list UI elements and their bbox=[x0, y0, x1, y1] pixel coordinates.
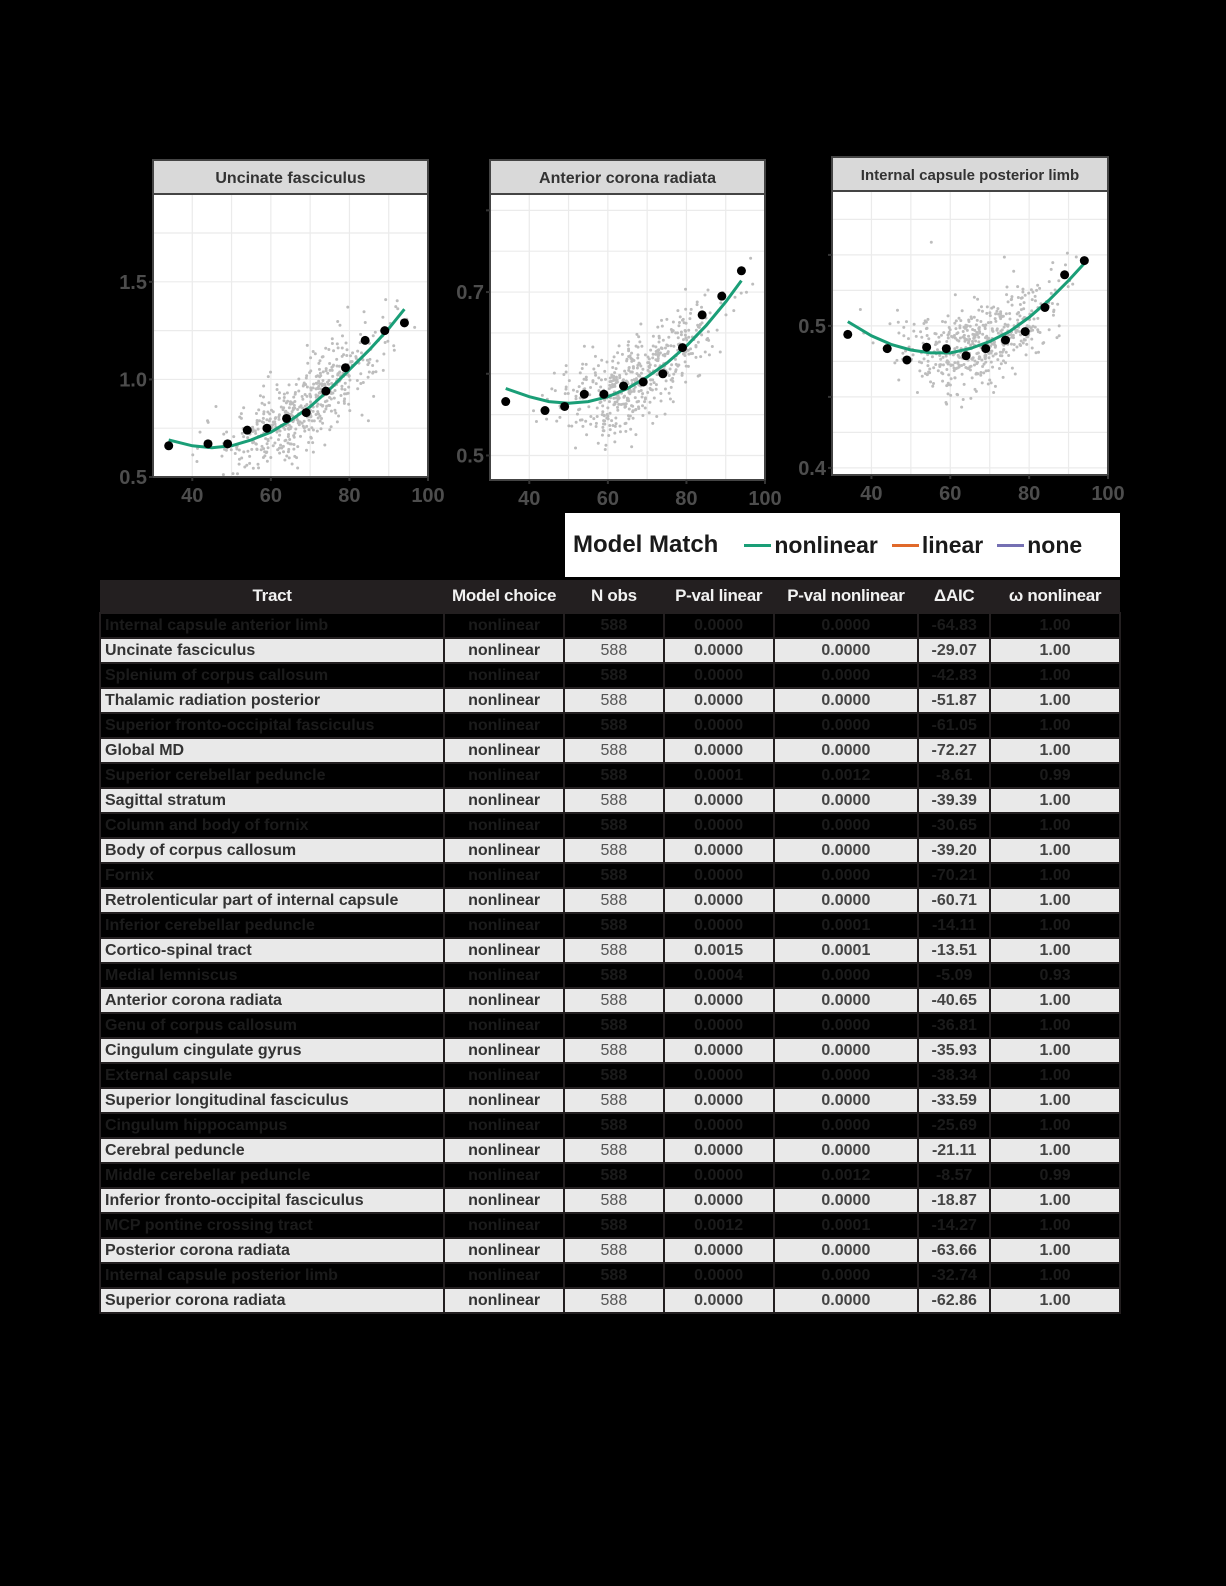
cell-pval-nonlinear: 0.0000 bbox=[774, 1188, 919, 1213]
cell-tract: Inferior fronto-occipital fasciculus bbox=[100, 1188, 444, 1213]
cell-tract: Uncinate fasciculus bbox=[100, 638, 444, 663]
cell-delta-aic: -63.66 bbox=[918, 1238, 990, 1263]
cell-pval-linear: 0.0000 bbox=[664, 813, 774, 838]
model-results-table bbox=[99, 580, 1121, 1314]
table-header-row bbox=[100, 580, 1120, 613]
cell-delta-aic: -72.27 bbox=[918, 738, 990, 763]
header-pval-linear: P-val linear bbox=[664, 580, 774, 613]
cell-delta-aic: -14.11 bbox=[918, 913, 990, 938]
table-row bbox=[100, 888, 1120, 913]
cell-tract: Cingulum cingulate gyrus bbox=[100, 1038, 444, 1063]
cell-model-choice: nonlinear bbox=[444, 963, 564, 988]
cell-tract: Retrolenticular part of internal capsule bbox=[100, 888, 444, 913]
table-row bbox=[100, 1113, 1120, 1138]
cell-tract: Cingulum hippocampus bbox=[100, 1113, 444, 1138]
cell-tract: Middle cerebellar peduncle bbox=[100, 1163, 444, 1188]
cell-tract: Anterior corona radiata bbox=[100, 988, 444, 1013]
cell-n-obs: 588 bbox=[564, 913, 664, 938]
svg-text:0.5: 0.5 bbox=[456, 445, 484, 468]
cell-omega-nonlinear: 0.99 bbox=[990, 763, 1120, 788]
cell-omega-nonlinear: 1.00 bbox=[990, 663, 1120, 688]
cell-omega-nonlinear: 1.00 bbox=[990, 738, 1120, 763]
cell-model-choice: nonlinear bbox=[444, 738, 564, 763]
cell-omega-nonlinear: 1.00 bbox=[990, 613, 1120, 638]
cell-delta-aic: -13.51 bbox=[918, 938, 990, 963]
cell-delta-aic: -42.83 bbox=[918, 663, 990, 688]
cell-n-obs: 588 bbox=[564, 1013, 664, 1038]
table-row bbox=[100, 713, 1120, 738]
cell-pval-nonlinear: 0.0000 bbox=[774, 613, 919, 638]
cell-pval-nonlinear: 0.0000 bbox=[774, 1088, 919, 1113]
cell-pval-nonlinear: 0.0000 bbox=[774, 838, 919, 863]
cell-delta-aic: -39.20 bbox=[918, 838, 990, 863]
cell-delta-aic: -8.61 bbox=[918, 763, 990, 788]
cell-omega-nonlinear: 0.93 bbox=[990, 963, 1120, 988]
svg-text:1.5: 1.5 bbox=[119, 271, 147, 294]
cell-pval-linear: 0.0000 bbox=[664, 1263, 774, 1288]
cell-model-choice: nonlinear bbox=[444, 788, 564, 813]
cell-n-obs: 588 bbox=[564, 663, 664, 688]
cell-n-obs: 588 bbox=[564, 1163, 664, 1188]
cell-omega-nonlinear: 1.00 bbox=[990, 1013, 1120, 1038]
table-row bbox=[100, 1038, 1120, 1063]
panel-title: Uncinate fasciculus bbox=[215, 170, 366, 187]
cell-pval-nonlinear: 0.0000 bbox=[774, 1013, 919, 1038]
table-row bbox=[100, 938, 1120, 963]
cell-n-obs: 588 bbox=[564, 988, 664, 1013]
cell-omega-nonlinear: 1.00 bbox=[990, 1238, 1120, 1263]
cell-pval-linear: 0.0000 bbox=[664, 1188, 774, 1213]
cell-tract: Posterior corona radiata bbox=[100, 1238, 444, 1263]
cell-omega-nonlinear: 1.00 bbox=[990, 938, 1120, 963]
cell-pval-linear: 0.0000 bbox=[664, 713, 774, 738]
cell-delta-aic: -62.86 bbox=[918, 1288, 990, 1313]
cell-omega-nonlinear: 0.99 bbox=[990, 1163, 1120, 1188]
legend bbox=[565, 513, 1120, 577]
svg-text:0.5: 0.5 bbox=[798, 315, 826, 338]
cell-pval-linear: 0.0000 bbox=[664, 863, 774, 888]
cell-omega-nonlinear: 1.00 bbox=[990, 1138, 1120, 1163]
cell-omega-nonlinear: 1.00 bbox=[990, 1038, 1120, 1063]
cell-pval-nonlinear: 0.0000 bbox=[774, 788, 919, 813]
header-tract: Tract bbox=[100, 580, 444, 613]
plot-internal-capsule-posterior-limb bbox=[778, 155, 1125, 505]
cell-delta-aic: -18.87 bbox=[918, 1188, 990, 1213]
cell-model-choice: nonlinear bbox=[444, 663, 564, 688]
cell-delta-aic: -32.74 bbox=[918, 1263, 990, 1288]
panel-title: Internal capsule posterior limb bbox=[860, 167, 1080, 184]
cell-pval-nonlinear: 0.0012 bbox=[774, 1163, 919, 1188]
svg-text:100: 100 bbox=[411, 485, 445, 507]
cell-pval-nonlinear: 0.0000 bbox=[774, 1263, 919, 1288]
table-row bbox=[100, 1238, 1120, 1263]
legend-item-none: none bbox=[997, 532, 1082, 559]
cell-tract: Sagittal stratum bbox=[100, 788, 444, 813]
svg-text:60: 60 bbox=[259, 485, 282, 507]
table-row bbox=[100, 688, 1120, 713]
cell-model-choice: nonlinear bbox=[444, 938, 564, 963]
table-row bbox=[100, 1088, 1120, 1113]
cell-omega-nonlinear: 1.00 bbox=[990, 1113, 1120, 1138]
cell-tract: Column and body of fornix bbox=[100, 813, 444, 838]
header-delta-aic: ΔAIC bbox=[918, 580, 990, 613]
cell-n-obs: 588 bbox=[564, 1288, 664, 1313]
svg-text:0.7: 0.7 bbox=[456, 282, 484, 305]
cell-n-obs: 588 bbox=[564, 1213, 664, 1238]
cell-tract: Internal capsule posterior limb bbox=[100, 1263, 444, 1288]
cell-model-choice: nonlinear bbox=[444, 1113, 564, 1138]
cell-tract: Medial lemniscus bbox=[100, 963, 444, 988]
cell-pval-linear: 0.0000 bbox=[664, 738, 774, 763]
svg-text:80: 80 bbox=[1018, 483, 1041, 505]
cell-model-choice: nonlinear bbox=[444, 613, 564, 638]
cell-tract: External capsule bbox=[100, 1063, 444, 1088]
cell-delta-aic: -39.39 bbox=[918, 788, 990, 813]
cell-model-choice: nonlinear bbox=[444, 1263, 564, 1288]
header-n-obs: N obs bbox=[564, 580, 664, 613]
cell-pval-nonlinear: 0.0000 bbox=[774, 1063, 919, 1088]
cell-pval-linear: 0.0000 bbox=[664, 788, 774, 813]
header-omega-nonlinear: ω nonlinear bbox=[990, 580, 1120, 613]
legend-item-linear: linear bbox=[892, 532, 983, 559]
panel-title: Anterior corona radiata bbox=[539, 170, 716, 187]
cell-delta-aic: -38.34 bbox=[918, 1063, 990, 1088]
cell-pval-nonlinear: 0.0012 bbox=[774, 763, 919, 788]
cell-pval-linear: 0.0004 bbox=[664, 963, 774, 988]
cell-n-obs: 588 bbox=[564, 688, 664, 713]
cell-pval-linear: 0.0000 bbox=[664, 663, 774, 688]
cell-pval-nonlinear: 0.0000 bbox=[774, 888, 919, 913]
cell-pval-linear: 0.0000 bbox=[664, 988, 774, 1013]
cell-n-obs: 588 bbox=[564, 613, 664, 638]
cell-n-obs: 588 bbox=[564, 1238, 664, 1263]
cell-model-choice: nonlinear bbox=[444, 1013, 564, 1038]
table-row bbox=[100, 613, 1120, 638]
cell-delta-aic: -61.05 bbox=[918, 713, 990, 738]
cell-delta-aic: -30.65 bbox=[918, 813, 990, 838]
cell-omega-nonlinear: 1.00 bbox=[990, 1213, 1120, 1238]
svg-text:0.5: 0.5 bbox=[119, 467, 147, 489]
cell-pval-linear: 0.0000 bbox=[664, 613, 774, 638]
cell-delta-aic: -25.69 bbox=[918, 1113, 990, 1138]
cell-omega-nonlinear: 1.00 bbox=[990, 888, 1120, 913]
cell-delta-aic: -5.09 bbox=[918, 963, 990, 988]
cell-tract: MCP pontine crossing tract bbox=[100, 1213, 444, 1238]
cell-pval-nonlinear: 0.0000 bbox=[774, 713, 919, 738]
cell-delta-aic: -70.21 bbox=[918, 863, 990, 888]
table-row bbox=[100, 638, 1120, 663]
cell-n-obs: 588 bbox=[564, 1188, 664, 1213]
cell-pval-linear: 0.0000 bbox=[664, 688, 774, 713]
plot-anterior-corona-radiata bbox=[442, 158, 782, 510]
cell-delta-aic: -35.93 bbox=[918, 1038, 990, 1063]
cell-model-choice: nonlinear bbox=[444, 1088, 564, 1113]
table-row bbox=[100, 763, 1120, 788]
line-swatch-icon bbox=[997, 544, 1024, 547]
table-row bbox=[100, 913, 1120, 938]
table-row bbox=[100, 1013, 1120, 1038]
cell-n-obs: 588 bbox=[564, 738, 664, 763]
cell-delta-aic: -64.83 bbox=[918, 613, 990, 638]
table-row bbox=[100, 963, 1120, 988]
cell-pval-linear: 0.0000 bbox=[664, 1063, 774, 1088]
cell-model-choice: nonlinear bbox=[444, 988, 564, 1013]
cell-n-obs: 588 bbox=[564, 838, 664, 863]
cell-model-choice: nonlinear bbox=[444, 638, 564, 663]
cell-delta-aic: -14.27 bbox=[918, 1213, 990, 1238]
cell-tract: Thalamic radiation posterior bbox=[100, 688, 444, 713]
cell-n-obs: 588 bbox=[564, 1088, 664, 1113]
cell-omega-nonlinear: 1.00 bbox=[990, 788, 1120, 813]
cell-pval-nonlinear: 0.0000 bbox=[774, 738, 919, 763]
table-row bbox=[100, 1213, 1120, 1238]
cell-model-choice: nonlinear bbox=[444, 763, 564, 788]
table-row bbox=[100, 988, 1120, 1013]
table-row bbox=[100, 1288, 1120, 1313]
cell-pval-linear: 0.0000 bbox=[664, 1113, 774, 1138]
cell-pval-nonlinear: 0.0000 bbox=[774, 638, 919, 663]
cell-n-obs: 588 bbox=[564, 888, 664, 913]
table-row bbox=[100, 1138, 1120, 1163]
cell-pval-linear: 0.0000 bbox=[664, 913, 774, 938]
cell-pval-nonlinear: 0.0000 bbox=[774, 1038, 919, 1063]
cell-delta-aic: -36.81 bbox=[918, 1013, 990, 1038]
cell-pval-linear: 0.0000 bbox=[664, 638, 774, 663]
legend-title: Model Match bbox=[573, 531, 719, 558]
cell-model-choice: nonlinear bbox=[444, 838, 564, 863]
svg-text:60: 60 bbox=[596, 488, 619, 510]
cell-pval-linear: 0.0000 bbox=[664, 1288, 774, 1313]
cell-pval-linear: 0.0000 bbox=[664, 1138, 774, 1163]
cell-delta-aic: -33.59 bbox=[918, 1088, 990, 1113]
cell-n-obs: 588 bbox=[564, 938, 664, 963]
svg-text:0.4: 0.4 bbox=[798, 457, 826, 480]
cell-pval-nonlinear: 0.0000 bbox=[774, 1113, 919, 1138]
cell-pval-linear: 0.0015 bbox=[664, 938, 774, 963]
cell-omega-nonlinear: 1.00 bbox=[990, 988, 1120, 1013]
cell-tract: Fornix bbox=[100, 863, 444, 888]
cell-n-obs: 588 bbox=[564, 713, 664, 738]
cell-omega-nonlinear: 1.00 bbox=[990, 813, 1120, 838]
svg-text:40: 40 bbox=[860, 483, 883, 505]
table-row bbox=[100, 863, 1120, 888]
table-row bbox=[100, 838, 1120, 863]
cell-pval-linear: 0.0000 bbox=[664, 838, 774, 863]
cell-pval-nonlinear: 0.0000 bbox=[774, 1238, 919, 1263]
cell-model-choice: nonlinear bbox=[444, 713, 564, 738]
cell-n-obs: 588 bbox=[564, 1113, 664, 1138]
cell-n-obs: 588 bbox=[564, 1063, 664, 1088]
cell-omega-nonlinear: 1.00 bbox=[990, 688, 1120, 713]
cell-pval-linear: 0.0000 bbox=[664, 1163, 774, 1188]
table-row bbox=[100, 1263, 1120, 1288]
cell-model-choice: nonlinear bbox=[444, 863, 564, 888]
cell-pval-nonlinear: 0.0000 bbox=[774, 863, 919, 888]
line-swatch-icon bbox=[744, 544, 771, 547]
cell-omega-nonlinear: 1.00 bbox=[990, 838, 1120, 863]
legend-item-nonlinear: nonlinear bbox=[744, 532, 878, 559]
cell-delta-aic: -40.65 bbox=[918, 988, 990, 1013]
cell-omega-nonlinear: 1.00 bbox=[990, 1263, 1120, 1288]
cell-omega-nonlinear: 1.00 bbox=[990, 913, 1120, 938]
svg-text:80: 80 bbox=[675, 488, 698, 510]
cell-pval-nonlinear: 0.0000 bbox=[774, 1288, 919, 1313]
cell-delta-aic: -60.71 bbox=[918, 888, 990, 913]
header-model-choice: Model choice bbox=[444, 580, 564, 613]
cell-tract: Body of corpus callosum bbox=[100, 838, 444, 863]
cell-model-choice: nonlinear bbox=[444, 1213, 564, 1238]
cell-tract: Superior longitudinal fasciculus bbox=[100, 1088, 444, 1113]
cell-model-choice: nonlinear bbox=[444, 1038, 564, 1063]
cell-omega-nonlinear: 1.00 bbox=[990, 1088, 1120, 1113]
table-row bbox=[100, 1163, 1120, 1188]
cell-pval-linear: 0.0000 bbox=[664, 1013, 774, 1038]
svg-text:80: 80 bbox=[338, 485, 361, 507]
cell-tract: Cortico-spinal tract bbox=[100, 938, 444, 963]
line-swatch-icon bbox=[892, 544, 919, 547]
cell-delta-aic: -29.07 bbox=[918, 638, 990, 663]
cell-model-choice: nonlinear bbox=[444, 1288, 564, 1313]
cell-pval-linear: 0.0000 bbox=[664, 888, 774, 913]
cell-pval-nonlinear: 0.0001 bbox=[774, 1213, 919, 1238]
cell-model-choice: nonlinear bbox=[444, 1188, 564, 1213]
table-row bbox=[100, 788, 1120, 813]
cell-delta-aic: -21.11 bbox=[918, 1138, 990, 1163]
table-row bbox=[100, 1188, 1120, 1213]
cell-pval-nonlinear: 0.0000 bbox=[774, 688, 919, 713]
cell-n-obs: 588 bbox=[564, 638, 664, 663]
cell-model-choice: nonlinear bbox=[444, 888, 564, 913]
cell-pval-linear: 0.0000 bbox=[664, 1088, 774, 1113]
header-pval-nonlinear: P-val nonlinear bbox=[774, 580, 919, 613]
cell-delta-aic: -8.57 bbox=[918, 1163, 990, 1188]
cell-n-obs: 588 bbox=[564, 813, 664, 838]
cell-pval-linear: 0.0000 bbox=[664, 1038, 774, 1063]
cell-pval-nonlinear: 0.0001 bbox=[774, 913, 919, 938]
cell-model-choice: nonlinear bbox=[444, 1238, 564, 1263]
cell-omega-nonlinear: 1.00 bbox=[990, 1063, 1120, 1088]
cell-model-choice: nonlinear bbox=[444, 1163, 564, 1188]
svg-text:40: 40 bbox=[181, 485, 204, 507]
cell-tract: Superior fronto-occipital fasciculus bbox=[100, 713, 444, 738]
cell-model-choice: nonlinear bbox=[444, 813, 564, 838]
cell-tract: Splenium of corpus callosum bbox=[100, 663, 444, 688]
table-row bbox=[100, 813, 1120, 838]
cell-omega-nonlinear: 1.00 bbox=[990, 1188, 1120, 1213]
cell-n-obs: 588 bbox=[564, 863, 664, 888]
cell-pval-nonlinear: 0.0000 bbox=[774, 663, 919, 688]
cell-omega-nonlinear: 1.00 bbox=[990, 1288, 1120, 1313]
cell-model-choice: nonlinear bbox=[444, 913, 564, 938]
cell-tract: Internal capsule anterior limb bbox=[100, 613, 444, 638]
cell-pval-linear: 0.0012 bbox=[664, 1213, 774, 1238]
cell-model-choice: nonlinear bbox=[444, 688, 564, 713]
table-row bbox=[100, 738, 1120, 763]
svg-text:60: 60 bbox=[939, 483, 962, 505]
cell-tract: Superior corona radiata bbox=[100, 1288, 444, 1313]
cell-pval-linear: 0.0001 bbox=[664, 763, 774, 788]
cell-delta-aic: -51.87 bbox=[918, 688, 990, 713]
cell-n-obs: 588 bbox=[564, 788, 664, 813]
cell-omega-nonlinear: 1.00 bbox=[990, 863, 1120, 888]
cell-pval-nonlinear: 0.0000 bbox=[774, 963, 919, 988]
svg-text:1.0: 1.0 bbox=[119, 369, 147, 392]
cell-n-obs: 588 bbox=[564, 1263, 664, 1288]
cell-model-choice: nonlinear bbox=[444, 1138, 564, 1163]
svg-text:100: 100 bbox=[748, 488, 782, 510]
cell-tract: Superior cerebellar peduncle bbox=[100, 763, 444, 788]
svg-text:40: 40 bbox=[518, 488, 541, 510]
cell-n-obs: 588 bbox=[564, 1038, 664, 1063]
cell-tract: Inferior cerebellar peduncle bbox=[100, 913, 444, 938]
svg-text:100: 100 bbox=[1091, 483, 1125, 505]
cell-n-obs: 588 bbox=[564, 1138, 664, 1163]
cell-n-obs: 588 bbox=[564, 763, 664, 788]
cell-tract: Cerebral peduncle bbox=[100, 1138, 444, 1163]
table-row bbox=[100, 663, 1120, 688]
cell-pval-nonlinear: 0.0000 bbox=[774, 988, 919, 1013]
cell-tract: Global MD bbox=[100, 738, 444, 763]
cell-pval-linear: 0.0000 bbox=[664, 1238, 774, 1263]
cell-pval-nonlinear: 0.0000 bbox=[774, 813, 919, 838]
cell-omega-nonlinear: 1.00 bbox=[990, 638, 1120, 663]
cell-pval-nonlinear: 0.0000 bbox=[774, 1138, 919, 1163]
table-row bbox=[100, 1063, 1120, 1088]
cell-tract: Genu of corpus callosum bbox=[100, 1013, 444, 1038]
cell-omega-nonlinear: 1.00 bbox=[990, 713, 1120, 738]
cell-n-obs: 588 bbox=[564, 963, 664, 988]
cell-pval-nonlinear: 0.0001 bbox=[774, 938, 919, 963]
plot-uncinate-fasciculus bbox=[108, 158, 445, 507]
cell-model-choice: nonlinear bbox=[444, 1063, 564, 1088]
